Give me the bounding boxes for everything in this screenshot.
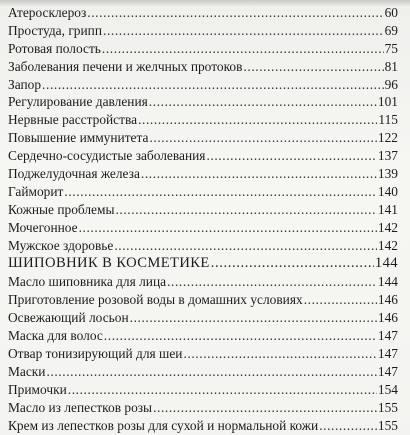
toc-dot-leader [102,40,384,58]
toc-section-heading [8,254,398,273]
toc-entry-title: Повышение иммунитета [8,130,149,146]
toc-entry-title: Кожные проблемы [8,201,115,217]
toc-entry-title: Маски [8,363,46,379]
toc-entry-title: Заболевания печени и желчных протоков [8,58,243,74]
toc-entry [8,183,398,201]
toc-page-number: 96 [384,76,398,92]
toc-entry-title: Крем из лепестков розы для сухой и нормальной кожи [8,417,319,433]
toc-page-number: 75 [384,40,398,56]
toc-entry [8,76,398,94]
toc-dot-leader [141,165,377,183]
toc-entry-title: Ротовая полость [8,40,101,56]
toc-entry-title: Запор [8,76,42,92]
toc-entry [8,327,398,345]
toc-entry-title: ШИПОВНИК В КОСМЕТИКЕ [8,255,210,272]
table-of-contents [8,4,398,434]
toc-page-number: 146 [377,292,398,308]
toc-dot-leader [104,327,377,345]
toc-entry [8,58,398,76]
toc-dot-leader [64,183,377,201]
toc-entry [8,399,398,417]
toc-entry-title: Мужское здоровье [8,237,114,253]
toc-entry [8,345,398,363]
toc-dot-leader [304,291,377,309]
toc-entry-title: Освежающий лосьон [8,310,129,326]
toc-page-number: 142 [377,219,398,235]
toc-dot-leader [42,76,384,94]
toc-entry-title: Масло шиповника для лица [8,274,167,290]
toc-page-number: 115 [378,112,398,128]
toc-entry [8,363,398,381]
toc-entry-title: Гайморит [8,183,64,199]
toc-page-number: 69 [384,22,398,38]
toc-entry [8,40,398,58]
toc-dot-leader [153,399,377,417]
toc-dot-leader [183,345,376,363]
toc-entry [8,381,398,399]
toc-entry [8,22,398,40]
toc-entry [8,273,398,291]
toc-page-number: 137 [377,148,398,164]
toc-page-number: 147 [377,346,398,362]
toc-dot-leader [149,129,376,147]
toc-page-number: 146 [377,310,398,326]
toc-entry-title: Атеросклероз [8,5,87,20]
toc-page-number: 81 [384,58,398,74]
toc-page-number: 147 [377,328,398,344]
toc-page-number: 60 [384,5,398,20]
toc-dot-leader [149,93,377,111]
toc-dot-leader [68,381,377,399]
toc-dot-leader [87,4,383,22]
toc-entry-title: Примочки [8,381,67,397]
toc-entry [8,219,398,237]
toc-page-number: 147 [377,363,398,379]
toc-dot-leader [138,111,377,129]
toc-entry-title: Отвар тонизирующий для шеи [8,346,183,362]
toc-entry-title: Масло из лепестков розы [8,399,153,415]
toc-dot-leader [206,147,376,165]
toc-page-number: 141 [377,201,398,217]
toc-dot-leader [114,237,377,255]
toc-dot-leader [130,309,377,327]
toc-entry-title: Маска для волос [8,328,103,344]
toc-page-number: 101 [377,94,398,110]
toc-page-number: 154 [377,381,398,397]
toc-entry-title: Поджелудочная железа [8,166,140,182]
toc-page-number: 140 [377,183,398,199]
toc-dot-leader [167,273,377,291]
toc-page-number: 155 [377,399,398,415]
toc-entry [8,93,398,111]
toc-entry-title: Нервные расстройства [8,112,138,128]
toc-page-number: 144 [374,255,398,272]
toc-entry-title: Приготовление розовой воды в домашних условиях [8,292,303,308]
toc-page-number: 155 [377,417,398,433]
toc-dot-leader [243,58,383,76]
toc-entry [8,129,398,147]
toc-page-number: 142 [377,237,398,253]
toc-page-number: 144 [377,274,398,290]
toc-page-number: 139 [377,166,398,182]
toc-entry [8,291,398,309]
toc-entry-title: Сердечно-сосудистые заболевания [8,148,206,164]
toc-page-number: 122 [377,130,398,146]
toc-dot-leader [103,22,384,40]
toc-entry-title: Мочегонное [8,219,78,235]
toc-entry-title: Регулирование давления [8,94,148,110]
toc-entry [8,4,398,22]
toc-dot-leader [319,417,377,435]
toc-dot-leader [115,201,376,219]
toc-dot-leader [211,254,374,273]
toc-entry [8,417,398,435]
toc-entry [8,147,398,165]
toc-entry [8,111,398,129]
toc-entry [8,201,398,219]
toc-entry [8,165,398,183]
toc-dot-leader [79,219,377,237]
toc-dot-leader [46,363,376,381]
toc-entry-title: Простуда, грипп [8,22,103,38]
toc-entry [8,237,398,255]
toc-entry [8,309,398,327]
